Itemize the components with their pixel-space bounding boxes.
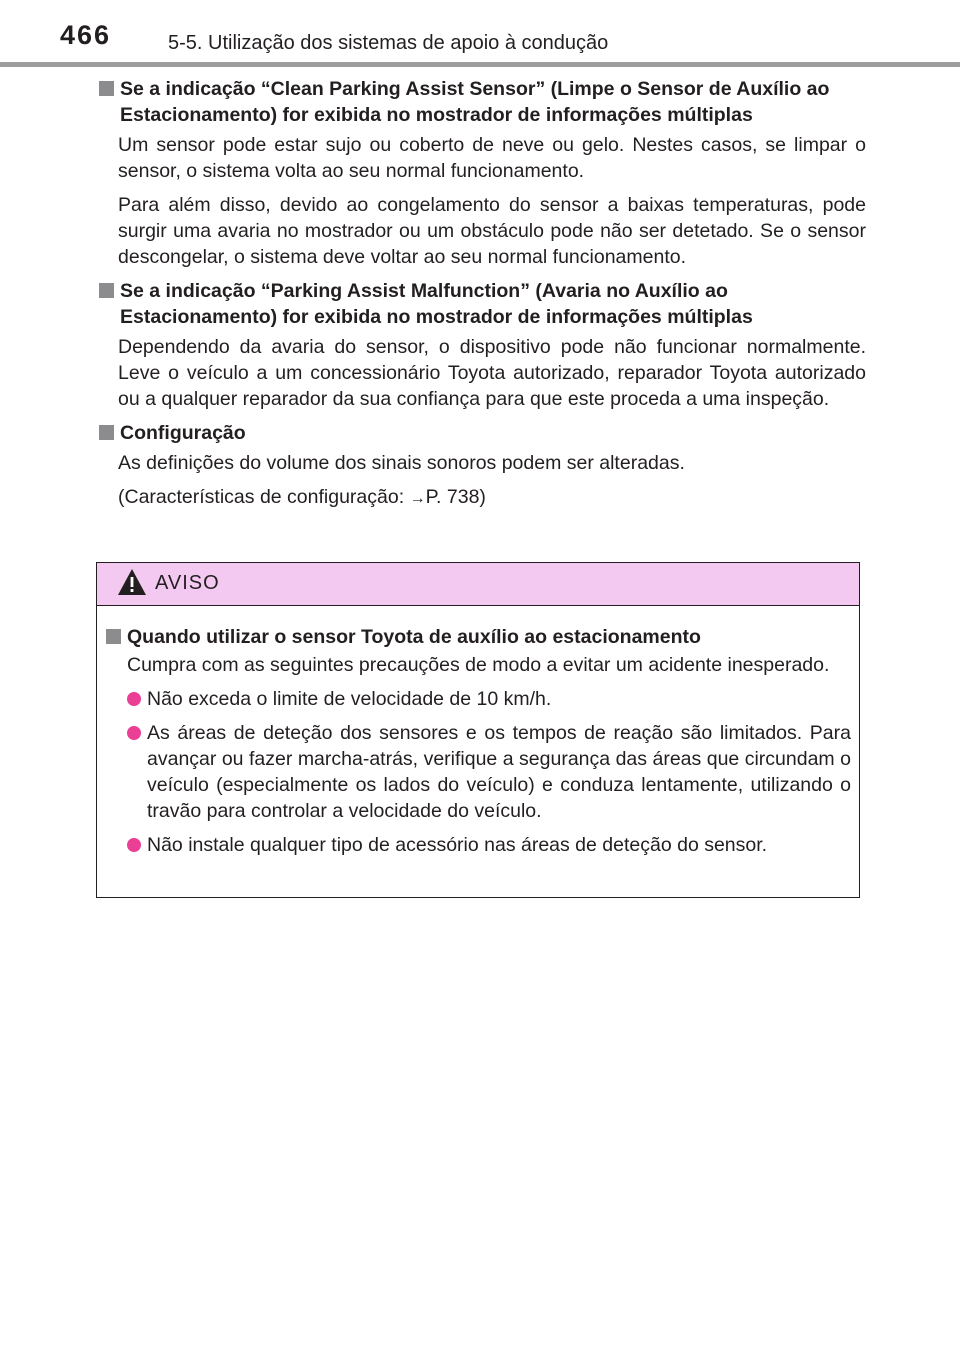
- arrow-right-icon: →: [409, 490, 426, 507]
- warning-header: [97, 563, 859, 606]
- page-number: 466: [60, 20, 112, 50]
- page-header: [0, 0, 960, 72]
- section-configuration: [96, 420, 866, 512]
- warning-label: AVISO: [155, 572, 220, 594]
- warning-heading: Quando utilizar o sensor Toyota de auxílio ao estacionamento: [127, 626, 701, 648]
- reference-page-link[interactable]: P. 738): [425, 486, 486, 508]
- header-divider: [0, 62, 960, 67]
- list-item: As áreas de deteção dos sensores e os tempos de reação são limitados. Para avançar ou fazer marcha-atrás, verifique a segurança das áreas que circundam o veículo (especialmente os lados do veículo) e conduza lentamente, utilizando o travão para controlar a velocidade do veículo.: [127, 720, 851, 824]
- section-heading: Se a indicação “Clean Parking Assist Sensor” (Limpe o Sensor de Auxílio ao Estacionamento) for exibida no mostrador de informações múltiplas: [120, 78, 830, 126]
- warning-body: [97, 606, 859, 858]
- page-reference: [118, 484, 866, 512]
- list-item: Não instale qualquer tipo de acessório nas áreas de deteção do sensor.: [127, 832, 851, 858]
- paragraph: As definições do volume dos sinais sonoros podem ser alteradas.: [118, 452, 685, 474]
- paragraph: Dependendo da avaria do sensor, o dispositivo pode não funcionar normalmente. Leve o veículo a um concessionário Toyota autorizado, reparador Toyota autorizado ou a qualquer reparador da sua confiança para que este proceda a uma inspeção.: [118, 336, 866, 410]
- section-malfunction: [96, 278, 866, 412]
- square-bullet-icon: [99, 81, 114, 96]
- square-bullet-icon: [106, 629, 121, 644]
- bullet-dot-icon: [127, 692, 141, 706]
- paragraph: Para além disso, devido ao congelamento do sensor a baixas temperaturas, pode surgir uma avaria no mostrador ou um obstáculo pode não ser detetado. Se o sensor descongelar, o sistema deve voltar ao seu normal funcionamento.: [118, 194, 866, 268]
- paragraph: Um sensor pode estar sujo ou coberto de neve ou gelo. Nestes casos, se limpar o sensor, o sistema volta ao seu normal funcionamento.: [118, 134, 866, 182]
- section-heading: Se a indicação “Parking Assist Malfunction” (Avaria no Auxílio ao Estacionamento) for exibida no mostrador de informações múltiplas: [120, 280, 753, 328]
- chapter-title: 5-5. Utilização dos sistemas de apoio à condução: [168, 32, 609, 54]
- bullet-dot-icon: [127, 838, 141, 852]
- section-clean-sensor: [96, 76, 866, 270]
- warning-box: [96, 562, 860, 898]
- square-bullet-icon: [99, 283, 114, 298]
- main-content: [96, 76, 866, 520]
- square-bullet-icon: [99, 425, 114, 440]
- list-item: Não exceda o limite de velocidade de 10 km/h.: [127, 686, 851, 712]
- warning-triangle-icon: [117, 567, 147, 597]
- bullet-dot-icon: [127, 726, 141, 740]
- warning-intro: Cumpra com as seguintes precauções de modo a evitar um acidente inesperado.: [127, 654, 830, 676]
- reference-prefix: (Características de configuração:: [118, 486, 410, 508]
- section-heading: Configuração: [120, 422, 246, 444]
